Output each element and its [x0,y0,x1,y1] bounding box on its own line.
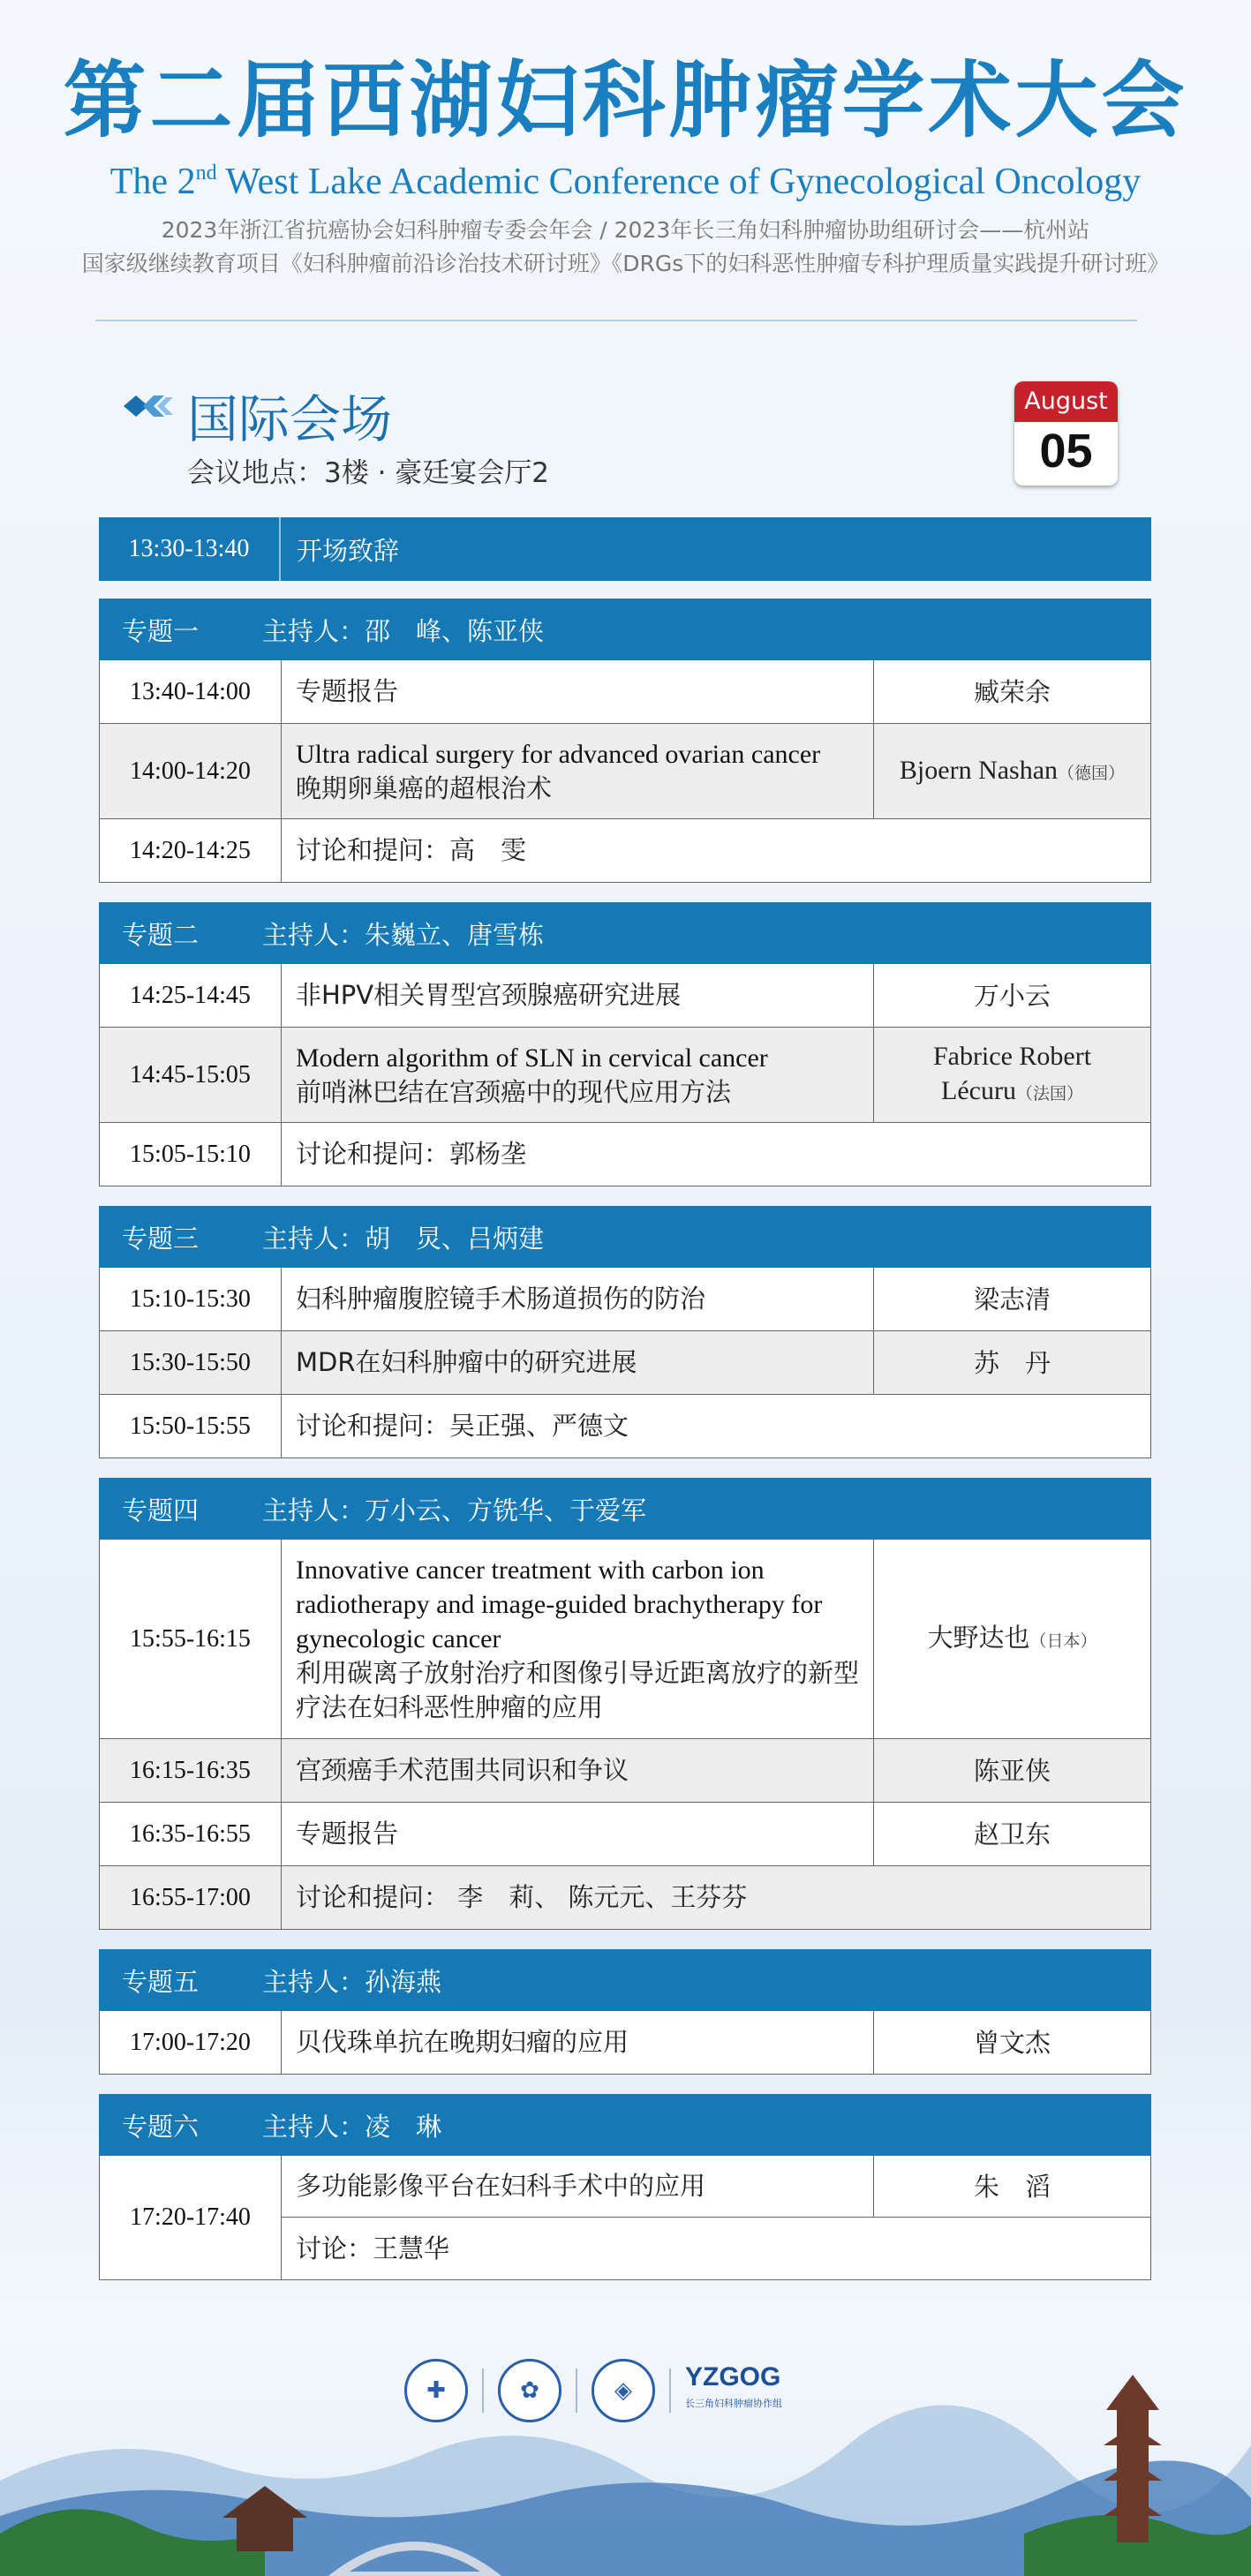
table-row [99,1866,1151,1930]
section-header [99,1949,1151,2011]
section-header [99,2094,1151,2156]
sub-row-topic [282,2156,1150,2218]
row-speaker [873,964,1150,1027]
section-2 [99,902,1151,1186]
brand-subtitle: 长三角妇科肿瘤协作组 [685,2399,782,2409]
table-row [99,1331,1151,1395]
row-time: 15:50-15:55 [100,1395,282,1457]
speaker-text: 陈亚侠 [973,1755,1051,1786]
topic-text: 讨论和提问： 李 莉、 陈元元、王芬芬 [296,1882,748,1912]
logo-divider [576,2369,577,2413]
row-time: 16:55-17:00 [100,1866,282,1929]
table-row [99,2156,1151,2280]
table-row [99,1803,1151,1866]
row-topic [282,1866,1150,1929]
table-row [99,660,1151,724]
row-topic [282,1395,1150,1457]
topic-text: MDR在妇科肿瘤中的研究进展 [296,1347,637,1377]
topic-text: 专题报告 [296,1819,399,1849]
topic-text: 宫颈癌手术范围共同识和争议 [296,1755,629,1785]
section-header [99,1206,1151,1268]
topic-text: 讨论和提问：高 雯 [296,835,527,865]
section-name: 专题一 [122,615,200,646]
row-time: 14:25-14:45 [100,964,282,1027]
section-4 [99,1478,1151,1930]
section-header [99,599,1151,660]
title-cn: 第二届西湖妇科肿瘤学术大会 [63,53,1188,149]
logo-divider [669,2369,671,2413]
row-topic [282,964,873,1027]
topic-text: 贝伐珠单抗在晚期妇瘤的应用 [296,2027,629,2057]
organizer-logo-2: ✿ [498,2359,561,2422]
speaker-text: 臧荣余 [973,676,1051,707]
topic-text: 多功能影像平台在妇科手术中的应用 [296,2171,706,2201]
speaker-text-2: Lécuru [941,1075,1016,1105]
organizer-logo-3: ◈ [592,2359,655,2422]
opening-label: 开场致辞 [297,535,400,566]
speaker-text: 梁志清 [973,1284,1051,1314]
row-time: 13:40-14:00 [100,660,282,723]
row-topic [282,1268,873,1330]
title-en-sup: nd [195,162,217,185]
speaker-text: 曾文杰 [973,2027,1051,2058]
row-split [282,2156,1150,2279]
section-header [99,1478,1151,1540]
topic-text: 讨论和提问：郭杨垄 [296,1139,527,1169]
section-name: 专题二 [122,919,200,950]
section-hosts: 主持人：万小云、方铣华、于爱军 [262,1495,647,1525]
title-en-pre: The 2 [109,162,196,202]
section-name: 专题五 [122,1966,200,1997]
section-hosts: 主持人：朱巍立、唐雪栋 [262,919,545,950]
speaker-text: 苏 丹 [973,1347,1051,1378]
calendar-badge [1014,381,1118,486]
title-en-post: West Lake Academic Conference of Gynecological Oncology [216,162,1142,202]
venue-title: 国际会场 [187,389,393,449]
row-topic [282,724,873,818]
topic-en: Ultra radical surgery for advanced ovarian cancer [296,739,821,769]
section-hosts: 主持人：邵 峰、陈亚侠 [262,615,545,646]
section-6 [99,2094,1151,2280]
title-en [0,152,1251,203]
sub-row-discussion [282,2218,1150,2279]
yzgog-logo [685,2364,782,2417]
double-arrow-icon [124,388,177,424]
row-speaker [873,724,1150,818]
organizer-logo-1: ✚ [404,2359,468,2422]
schedule [99,517,1151,2300]
section-name: 专题三 [122,1223,200,1254]
section-hosts: 主持人：孙海燕 [262,1966,442,1997]
table-row [99,1739,1151,1803]
row-speaker [873,2011,1150,2074]
subtitle-1: 2023年浙江省抗癌协会妇科肿瘤专委会年会 / 2023年长三角妇科肿瘤协助组研讨会——杭州站 [161,217,1090,243]
row-time: 17:00-17:20 [100,2011,282,2074]
topic-text: 晚期卵巢癌的超根治术 [296,772,553,803]
section-hosts: 主持人：凌 琳 [262,2111,442,2142]
speaker-country: （德国） [1058,763,1126,783]
table-row [99,1540,1151,1739]
table-row [99,1123,1151,1186]
section-3 [99,1206,1151,1458]
topic-text: 非HPV相关胃型宫颈腺癌研究进展 [296,980,682,1010]
topic-text: 前哨淋巴结在宫颈癌中的现代应用方法 [296,1076,732,1107]
row-topic [282,1803,873,1865]
row-topic [282,2156,873,2217]
brand-name: YZGOG [685,2362,781,2391]
row-topic [282,1739,873,1802]
west-lake-scenery [0,2313,1251,2576]
table-row [99,1395,1151,1458]
row-time: 14:20-14:25 [100,819,282,882]
organizer-logos [404,2355,846,2426]
section-hosts: 主持人：胡 炅、吕炳建 [262,1223,545,1254]
speaker-text: 万小云 [973,980,1051,1011]
discussion-text: 讨论：王慧华 [296,2233,450,2263]
header-divider [95,320,1137,321]
speaker-country: （法国） [1015,1083,1083,1103]
topic-text: 妇科肿瘤腹腔镜手术肠道损伤的防治 [296,1284,706,1314]
row-time: 17:20-17:40 [100,2156,282,2279]
row-time: 15:05-15:10 [100,1123,282,1186]
section-name: 专题四 [122,1495,200,1525]
row-time: 14:00-14:20 [100,724,282,818]
table-row [99,2011,1151,2075]
table-row [99,1268,1151,1331]
row-topic [282,2011,873,2074]
row-time: 15:10-15:30 [100,1268,282,1330]
row-topic [282,660,873,723]
table-row [99,1028,1151,1123]
row-time: 15:30-15:50 [100,1331,282,1394]
row-time: 15:55-16:15 [100,1540,282,1738]
section-name: 专题六 [122,2111,200,2142]
calendar-day: 05 [1039,425,1093,478]
speaker-text: 赵卫东 [973,1819,1051,1849]
row-topic [282,1540,873,1738]
row-time: 16:35-16:55 [100,1803,282,1865]
section-5 [99,1949,1151,2075]
row-time: 16:15-16:35 [100,1739,282,1802]
table-row [99,964,1151,1028]
section-header [99,902,1151,964]
logo-divider [482,2369,484,2413]
table-row [99,819,1151,883]
topic-text: 专题报告 [296,676,399,706]
row-topic [282,1123,1150,1186]
opening-time: 13:30-13:40 [99,517,281,581]
topic-en: Innovative cancer treatment with carbon ion radiotherapy and image-guided brachytherapy for gynecologic cancer [296,1555,823,1653]
row-speaker [873,1028,1150,1122]
row-speaker [873,660,1150,723]
row-speaker [873,1803,1150,1865]
page-header [0,53,1251,281]
row-speaker [873,2156,1150,2217]
speaker-text: 大野达也 [927,1622,1030,1653]
speaker-text: 朱 滔 [973,2171,1051,2202]
speaker-text: Bjoern Nashan [899,755,1059,785]
topic-en: Modern algorithm of SLN in cervical cancer [296,1043,768,1073]
topic-text: 利用碳离子放射治疗和图像引导近距离放疗的新型疗法在妇科恶性肿瘤的应用 [296,1658,860,1722]
row-discussion [282,2218,1150,2279]
row-speaker [873,1540,1150,1738]
row-time: 14:45-15:05 [100,1028,282,1122]
row-topic [282,1028,873,1122]
row-speaker [873,1739,1150,1802]
venue-location: 会议地点：3楼 · 豪廷宴会厅2 [187,457,550,489]
section-1 [99,599,1151,883]
opening-row [99,517,1151,581]
table-row [99,724,1151,819]
subtitle-2: 国家级继续教育项目《妇科肿瘤前沿诊治技术研讨班》《DRGs下的妇科恶性肿瘤专科护理质量实践提升研讨班》 [81,251,1170,276]
calendar-month: August [1014,381,1118,422]
row-topic [282,819,1150,882]
topic-text: 讨论和提问：吴正强、严德文 [296,1411,629,1441]
row-speaker [873,1331,1150,1394]
speaker-country: （日本） [1029,1631,1097,1651]
row-speaker [873,1268,1150,1330]
speaker-text: Fabrice Robert [932,1041,1092,1071]
row-topic [282,1331,873,1394]
